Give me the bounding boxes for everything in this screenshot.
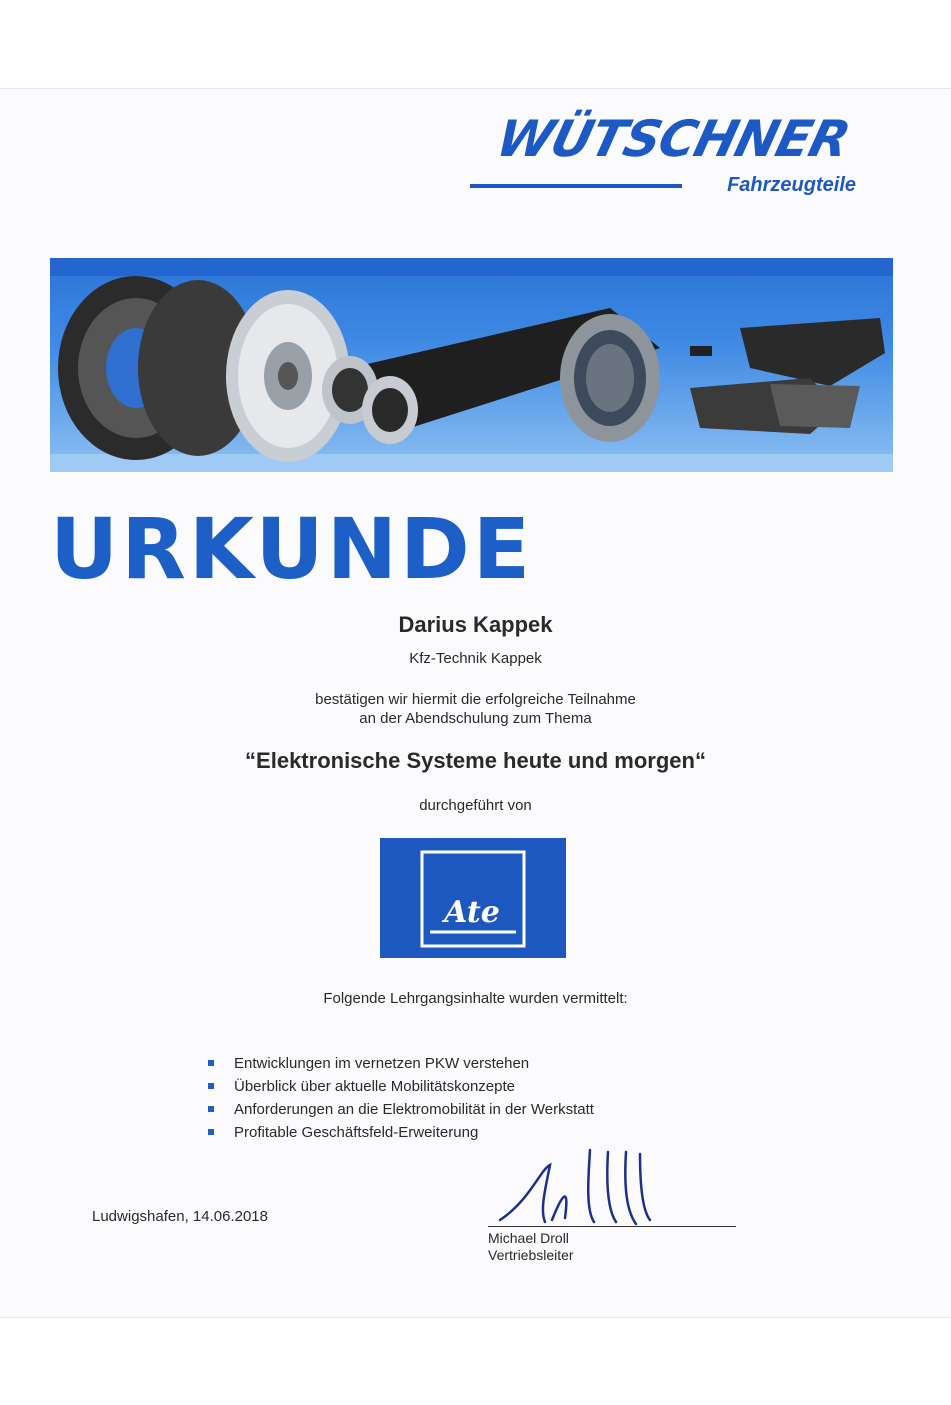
signer-title: Vertriebsleiter bbox=[488, 1247, 574, 1263]
bullet-icon bbox=[208, 1106, 214, 1112]
brake-pads-icon bbox=[690, 318, 885, 434]
confirmation-line-1: bestätigen wir hiermit die erfolgreiche Teilnahme bbox=[315, 691, 636, 708]
course-topic: “Elektronische Systeme heute und morgen“ bbox=[245, 748, 706, 773]
bearing-icon bbox=[560, 314, 660, 442]
place-and-date: Ludwigshafen, 14.06.2018 bbox=[92, 1208, 268, 1225]
ate-logo bbox=[380, 838, 566, 958]
recipient-name: Darius Kappek bbox=[398, 612, 553, 637]
signature-line bbox=[488, 1226, 736, 1227]
list-item: Entwicklungen im vernetzen PKW verstehen bbox=[206, 1052, 594, 1075]
ate-logo-text: Ate bbox=[444, 895, 500, 930]
bullet-icon bbox=[208, 1083, 214, 1089]
logo-brand: WÜTSCHNER bbox=[490, 110, 856, 168]
signer-block bbox=[488, 1230, 574, 1264]
parts-banner-image bbox=[50, 258, 893, 472]
confirmation-line-2: an der Abendschulung zum Thema bbox=[359, 710, 592, 727]
bullet-icon bbox=[208, 1060, 214, 1066]
list-item: Profitable Geschäftsfeld-Erweiterung bbox=[206, 1121, 594, 1144]
certificate-title: URKUNDE bbox=[50, 500, 534, 598]
list-item: Überblick über aktuelle Mobilitätskonzepte bbox=[206, 1075, 594, 1098]
confirmation-text bbox=[0, 690, 951, 728]
conducted-by-label: durchgeführt von bbox=[419, 797, 532, 814]
signature-image bbox=[490, 1140, 740, 1230]
logo-underline bbox=[470, 184, 682, 188]
recipient-company: Kfz-Technik Kappek bbox=[409, 650, 542, 667]
list-item: Anforderungen an die Elektromobilität in der Werkstatt bbox=[206, 1098, 594, 1121]
contents-list bbox=[206, 1052, 594, 1144]
signer-name: Michael Droll bbox=[488, 1230, 569, 1246]
company-logo bbox=[470, 110, 900, 200]
logo-tagline: Fahrzeugteile bbox=[727, 174, 856, 196]
contents-heading: Folgende Lehrgangsinhalte wurden vermittelt: bbox=[323, 990, 628, 1007]
bullet-icon bbox=[208, 1129, 214, 1135]
